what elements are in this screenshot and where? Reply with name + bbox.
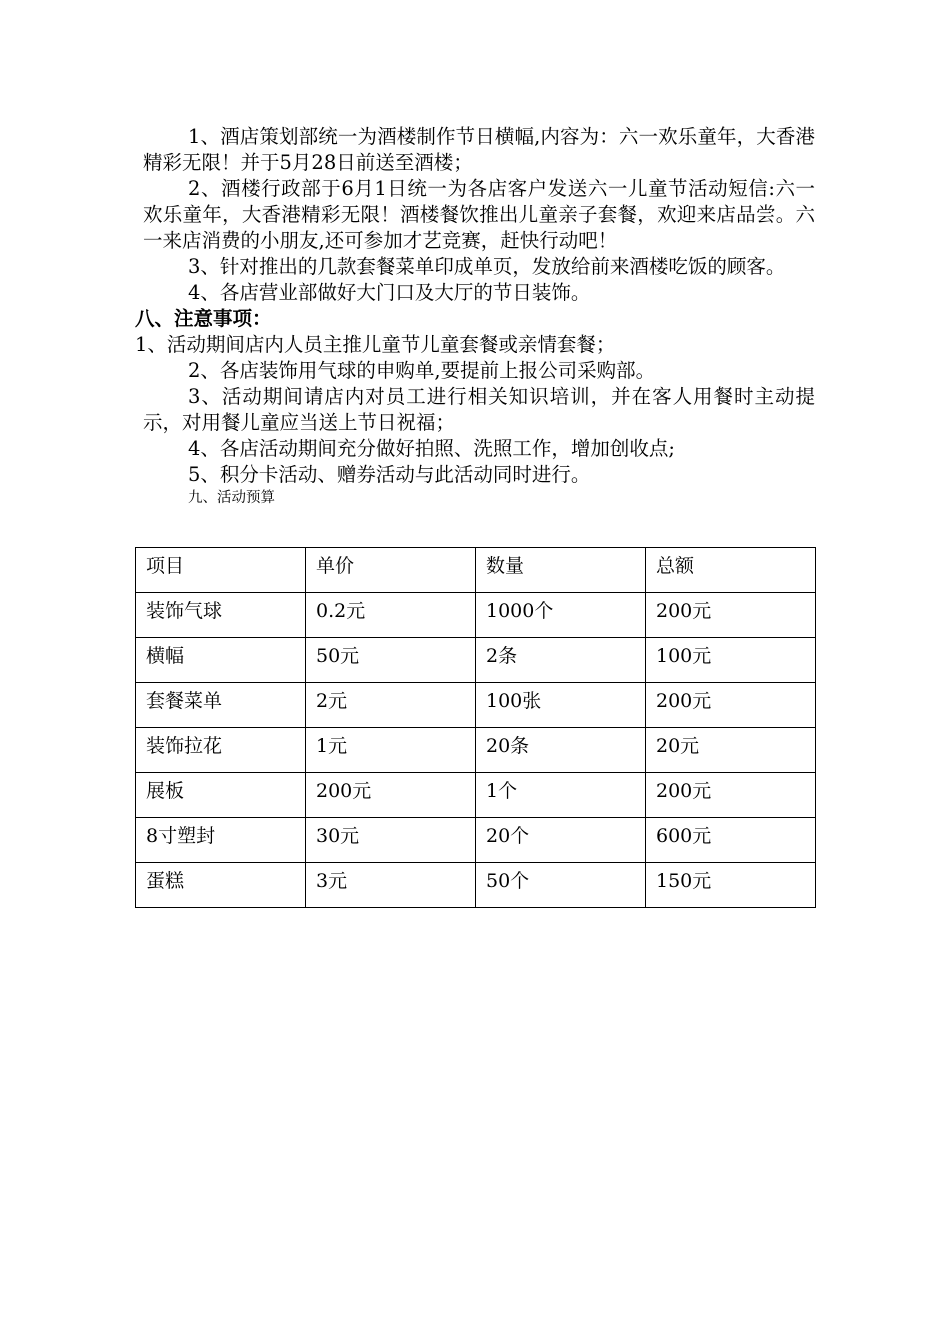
table-row [136,818,816,863]
document-body [135,124,815,508]
section-heading-budget: 九、活动预算 [188,490,275,506]
note-item: 4、各店活动期间充分做好拍照、洗照工作，增加创收点; [188,437,675,460]
table-row [136,683,816,728]
table-cell: 100元 [646,638,816,683]
table-cell: 200元 [646,593,816,638]
table-cell: 装饰气球 [136,593,306,638]
table-cell: 200元 [646,773,816,818]
table-row [136,863,816,908]
table-header-row [136,548,816,593]
table-cell: 2元 [306,683,476,728]
table-cell: 0.2元 [306,593,476,638]
table-row [136,728,816,773]
table-cell: 1000个 [476,593,646,638]
table-cell: 100张 [476,683,646,728]
budget-table [135,547,816,908]
header-cell-total: 总额 [646,548,816,593]
table-cell: 20元 [646,728,816,773]
table-cell: 150元 [646,863,816,908]
note-item: 5、积分卡活动、赠券活动与此活动同时进行。 [188,463,591,486]
note-item: 1、活动期间店内人员主推儿童节儿童套餐或亲情套餐； [135,333,616,356]
paragraph-banner: 1、酒店策划部统一为酒楼制作节日横幅,内容为：六一欢乐童年，大香港精彩无限！并于5月28日前送至酒楼； [143,125,815,174]
table-cell: 2条 [476,638,646,683]
table-cell: 横幅 [136,638,306,683]
header-cell-unit-price: 单价 [306,548,476,593]
paragraph-sms: 2、酒楼行政部于6月1日统一为各店客户发送六一儿童节活动短信:六一欢乐童年，大香港精彩无限！酒楼餐饮推出儿童亲子套餐，欢迎来店品尝。六一来店消费的小朋友,还可参加才艺竞赛，赶快行动吧！ [143,177,815,252]
note-item: 2、各店装饰用气球的申购单,要提前上报公司采购部。 [188,359,656,382]
table-cell: 8寸塑封 [136,818,306,863]
paragraph-decoration: 4、各店营业部做好大门口及大厅的节日装饰。 [188,281,591,304]
note-item: 3、活动期间请店内对员工进行相关知识培训，并在客人用餐时主动提示，对用餐儿童应当送上节日祝福； [143,385,815,434]
table-cell: 50个 [476,863,646,908]
table-cell: 套餐菜单 [136,683,306,728]
table-cell: 蛋糕 [136,863,306,908]
table-cell: 装饰拉花 [136,728,306,773]
table-cell: 200元 [306,773,476,818]
header-cell-quantity: 数量 [476,548,646,593]
table-cell: 30元 [306,818,476,863]
table-cell: 20条 [476,728,646,773]
section-heading-notes: 八、注意事项： [135,307,272,330]
table-cell: 1个 [476,773,646,818]
table-cell: 20个 [476,818,646,863]
table-cell: 600元 [646,818,816,863]
table-cell: 50元 [306,638,476,683]
table-row [136,593,816,638]
table-row [136,638,816,683]
paragraph-menu-flyer: 3、针对推出的几款套餐菜单印成单页，发放给前来酒楼吃饭的顾客。 [188,255,786,278]
table-cell: 200元 [646,683,816,728]
table-cell: 1元 [306,728,476,773]
table-row [136,773,816,818]
table-cell: 展板 [136,773,306,818]
table-cell: 3元 [306,863,476,908]
header-cell-item: 项目 [136,548,306,593]
